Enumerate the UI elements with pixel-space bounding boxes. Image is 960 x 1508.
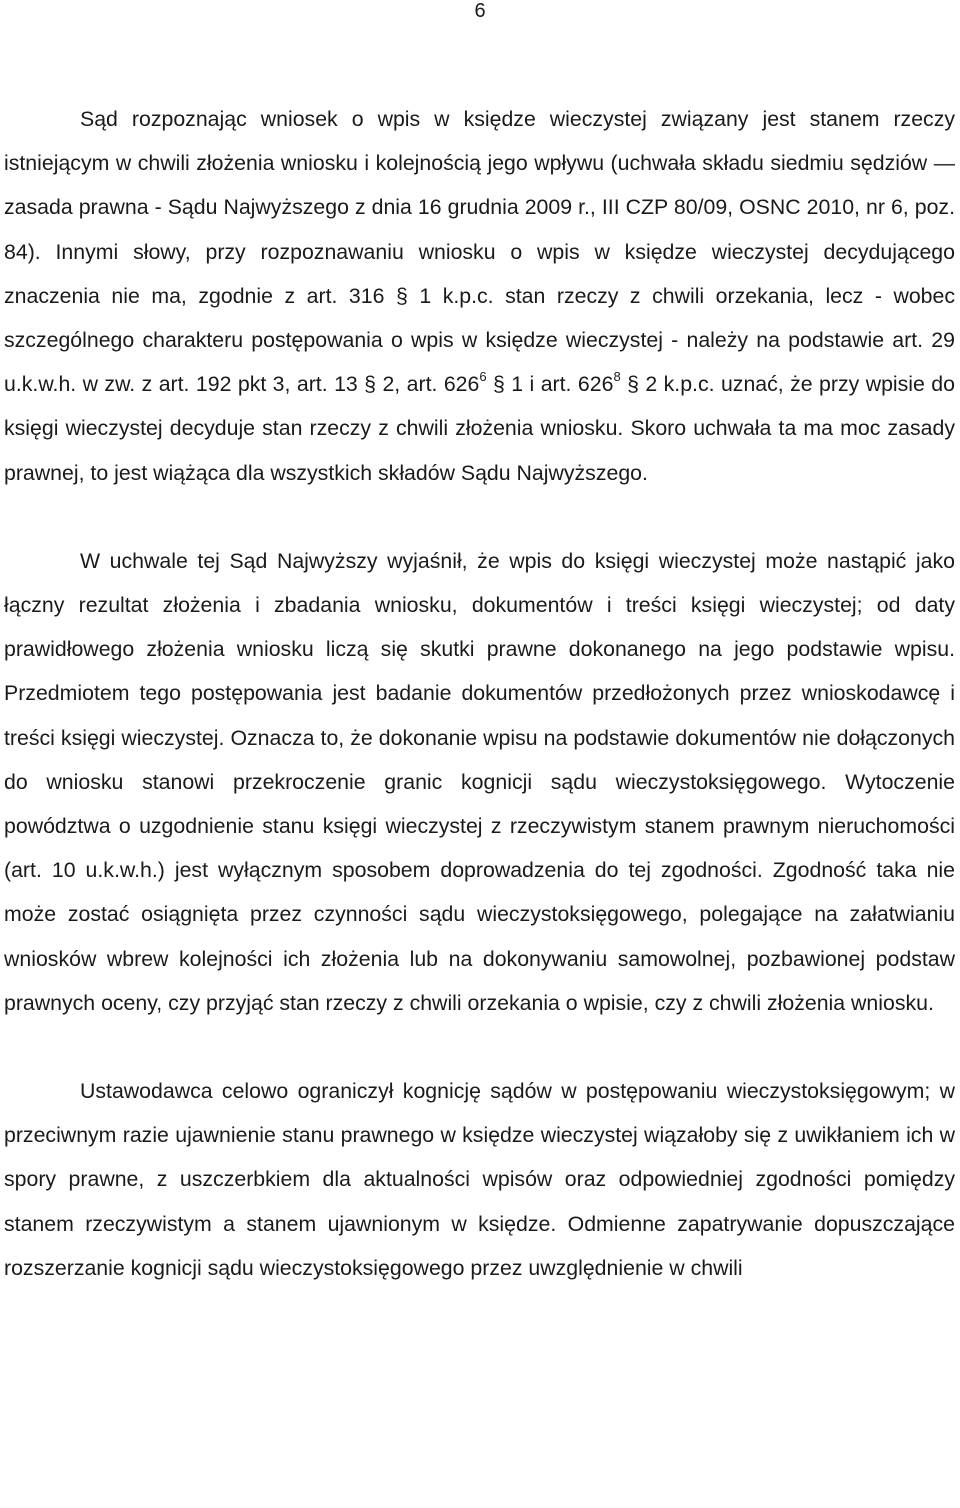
superscript: 8 bbox=[613, 369, 621, 385]
document-body bbox=[4, 97, 955, 1465]
page-number: 6 bbox=[474, 0, 486, 22]
text-run: W uchwale tej Sąd Najwyższy wyjaśnił, że wpis do księgi wieczystej może nastąpić jako łączny rezultat złożenia i zbadania wniosku, dokumentów i treści księgi wieczystej; od daty prawidłowego złożenia wniosku liczą się skutki prawne dokonanego na jego podstawie wpisu. Przedmiotem tego postępowania jest badanie dokumentów przedłożonych przez wnioskodawcę i treści księgi wieczystej. Oznacza to, że dokonanie wpisu na podstawie dokumentów nie dołączonych do wniosku stanowi przekroczenie granic kognicji sądu wieczystoksięgowego. Wytoczenie powództwa o uzgodnienie stanu księgi wieczystej z rzeczywistym stanem prawnym nieruchomości (art. 10 u.k.w.h.) jest wyłącznym sposobem doprowadzenia do tej zgodności. Zgodność taka nie może zostać osiągnięta przez czynności sądu wieczystoksięgowego, polegające na załatwianiu wniosków wbrew kolejności ich złożenia lub na dokonywaniu samowolnej, pozbawionej podstaw prawnych oceny, czy przyjąć stan rzeczy z chwili orzekania o wpisie, czy z chwili złożenia wniosku. bbox=[4, 548, 955, 1015]
superscript: 6 bbox=[479, 369, 487, 385]
text-run: § 1 i art. 626 bbox=[486, 372, 614, 397]
paragraph bbox=[4, 1069, 955, 1465]
paragraph bbox=[4, 539, 955, 1025]
text-run: Ustawodawca celowo ograniczył kognicję sądów w postępowaniu wieczystoksięgowym; w przeciwnym razie ujawnienie stanu prawnego w księdze wieczystej wiązałoby się z uwikłaniem ich w spory prawne, z uszczerbkiem dla aktualności wpisów oraz odpowiedniej zgodności pomiędzy stanem rzeczywistym a stanem ujawnionym w księdze. Odmienne zapatrywanie dopuszczające rozszerzanie kognicji sądu wieczystoksięgowego przez uwzględnienie w chwili bbox=[4, 1079, 955, 1280]
text-run: § 2 k.p.c. uznać, że przy wpisie do księgi wieczystej decyduje stan rzeczy z chwili złożenia wniosku. Skoro uchwała ta ma moc zasady prawnej, to jest wiążąca dla wszystkich składów Sądu Najwyższego. bbox=[4, 372, 955, 485]
text-run: Sąd rozpoznając wniosek o wpis w księdze wieczystej związany jest stanem rzeczy istniejącym w chwili złożenia wniosku i kolejnością jego wpływu (uchwała składu siedmiu sędziów — zasada prawna - Sądu Najwyższego z dnia 16 grudnia 2009 r., III CZP 80/09, OSNC 2010, nr 6, poz. 84). Innymi słowy, przy rozpoznawaniu wniosku o wpis w księdze wieczystej decydującego znaczenia nie ma, zgodnie z art. 316 § 1 k.p.c. stan rzeczy z chwili orzekania, lecz - wobec szczególnego charakteru postępowania o wpis w księdze wieczystej - należy na podstawie art. 29 u.k.w.h. w zw. z art. 192 pkt 3, art. 13 § 2, art. 626 bbox=[4, 107, 955, 397]
paragraph bbox=[4, 97, 955, 495]
